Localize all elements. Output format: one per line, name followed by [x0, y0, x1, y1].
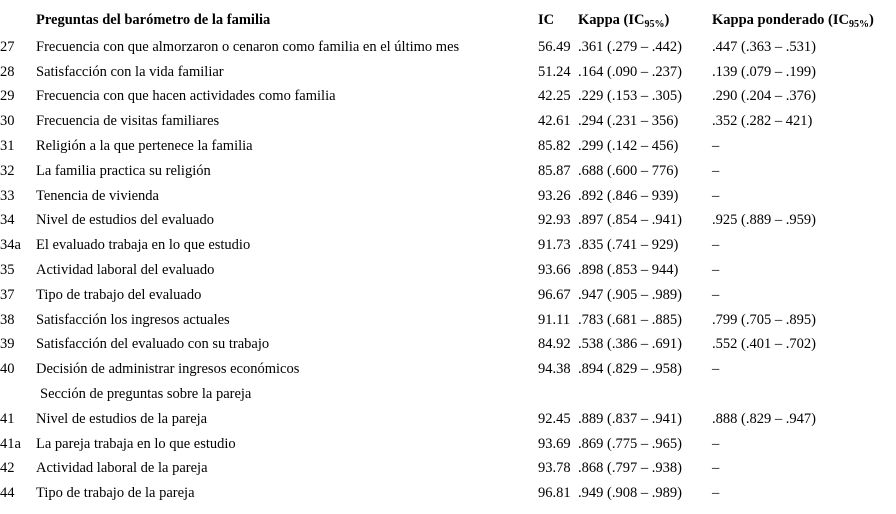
column-header-question: Preguntas del barómetro de la familia	[36, 12, 271, 28]
row-kappa-weighted: –	[712, 237, 720, 254]
row-kappa-weighted: .799 (.705 – .895)	[712, 311, 816, 328]
row-question: La pareja trabaja en lo que estudio	[36, 435, 236, 452]
table-row	[0, 60, 896, 85]
table-row	[0, 481, 896, 506]
row-ic: 85.87	[538, 162, 571, 179]
row-kappa-weighted: .888 (.829 – .947)	[712, 410, 816, 427]
table-row	[0, 35, 896, 60]
row-ic	[538, 382, 578, 407]
row-number: 37	[0, 286, 15, 303]
table-row	[0, 208, 896, 233]
row-kappa: .835 (.741 – 929)	[578, 237, 679, 254]
row-ic: 91.73	[538, 237, 571, 254]
row-kappa: .892 (.846 – 939)	[578, 187, 679, 204]
row-ic: 51.24	[538, 63, 571, 80]
table-row	[0, 283, 896, 308]
row-question: La familia practica su religión	[36, 162, 211, 179]
table-row	[0, 432, 896, 457]
column-header-ic: IC	[538, 12, 555, 28]
row-question: Satisfacción los ingresos actuales	[36, 311, 230, 328]
row-kappa: .868 (.797 – .938)	[578, 460, 682, 477]
row-number: 39	[0, 336, 15, 353]
row-kappa: .949 (.908 – .989)	[578, 485, 682, 502]
row-question: Tenencia de vivienda	[36, 187, 159, 204]
row-ic: 56.49	[538, 38, 571, 55]
row-kappa-weighted: .290 (.204 – .376)	[712, 88, 816, 105]
row-kappa: .229 (.153 – .305)	[578, 88, 682, 105]
row-question: Religión a la que pertenece la familia	[36, 137, 253, 154]
table-row	[0, 308, 896, 333]
row-kappa: .299 (.142 – 456)	[578, 137, 679, 154]
row-ic: 94.38	[538, 361, 571, 378]
row-kappa-weighted: –	[712, 435, 720, 452]
column-header-kappa-close: )	[664, 12, 670, 28]
row-kappa: .294 (.231 – 356)	[578, 113, 679, 130]
column-header-kappa	[578, 8, 712, 35]
row-question: Satisfacción del evaluado con su trabajo	[36, 336, 270, 353]
row-question: Sección de preguntas sobre la pareja	[40, 385, 252, 402]
table-row	[0, 84, 896, 109]
results-table	[0, 8, 896, 506]
row-kappa	[578, 382, 712, 407]
table-row	[0, 184, 896, 209]
row-kappa: .898 (.853 – 944)	[578, 261, 679, 278]
row-ic: 42.25	[538, 88, 571, 105]
row-kappa-weighted: –	[712, 485, 720, 502]
column-header-kappa-weighted-subscript: 95%	[848, 19, 869, 30]
row-ic: 42.61	[538, 113, 571, 130]
table-row	[0, 332, 896, 357]
column-header-kappa-weighted-text: Kappa ponderado (IC	[712, 12, 849, 28]
table-row	[0, 109, 896, 134]
row-kappa: .688 (.600 – 776)	[578, 162, 679, 179]
row-kappa: .361 (.279 – .442)	[578, 38, 682, 55]
column-header-kappa-text: Kappa (IC	[578, 12, 645, 28]
table-header-row	[0, 8, 896, 35]
row-kappa: .783 (.681 – .885)	[578, 311, 682, 328]
row-question: Nivel de estudios del evaluado	[36, 212, 214, 229]
row-kappa-weighted: –	[712, 261, 720, 278]
row-number: 31	[0, 137, 15, 154]
row-ic: 85.82	[538, 137, 571, 154]
row-kappa: .869 (.775 – .965)	[578, 435, 682, 452]
row-ic: 93.69	[538, 435, 571, 452]
row-question: Frecuencia con que almorzaron o cenaron como familia en el último mes	[36, 38, 460, 55]
column-header-kappa-weighted	[712, 8, 896, 35]
row-number: 38	[0, 311, 15, 328]
table-row	[0, 357, 896, 382]
row-number: 40	[0, 361, 15, 378]
row-ic: 93.78	[538, 460, 571, 477]
row-kappa: .538 (.386 – .691)	[578, 336, 682, 353]
table-section-row	[0, 382, 896, 407]
column-header-number	[0, 8, 36, 35]
row-question: Tipo de trabajo del evaluado	[36, 286, 202, 303]
row-kappa: .889 (.837 – .941)	[578, 410, 682, 427]
row-number: 29	[0, 88, 15, 105]
table-row	[0, 407, 896, 432]
row-number: 32	[0, 162, 15, 179]
row-kappa-weighted	[712, 382, 896, 407]
row-kappa: .947 (.905 – .989)	[578, 286, 682, 303]
row-kappa: .897 (.854 – .941)	[578, 212, 682, 229]
column-header-kappa-subscript: 95%	[644, 19, 665, 30]
row-ic: 91.11	[538, 311, 571, 328]
table-body	[0, 35, 896, 506]
table-row	[0, 134, 896, 159]
row-kappa: .894 (.829 – .958)	[578, 361, 682, 378]
row-kappa-weighted: –	[712, 361, 720, 378]
column-header-kappa-weighted-close: )	[868, 12, 874, 28]
row-question: Frecuencia con que hacen actividades como familia	[36, 88, 336, 105]
row-ic: 93.66	[538, 261, 571, 278]
row-question: El evaluado trabaja en lo que estudio	[36, 237, 251, 254]
row-kappa-weighted: .447 (.363 – .531)	[712, 38, 816, 55]
row-number: 34a	[0, 237, 21, 254]
row-kappa: .164 (.090 – .237)	[578, 63, 682, 80]
row-question: Satisfacción con la vida familiar	[36, 63, 224, 80]
row-ic: 93.26	[538, 187, 571, 204]
table-header	[0, 8, 896, 35]
row-question: Actividad laboral de la pareja	[36, 460, 208, 477]
table-row	[0, 159, 896, 184]
row-ic: 92.45	[538, 410, 571, 427]
row-kappa-weighted: –	[712, 137, 720, 154]
table-row	[0, 456, 896, 481]
row-kappa-weighted: .139 (.079 – .199)	[712, 63, 816, 80]
row-ic: 84.92	[538, 336, 571, 353]
table-row	[0, 258, 896, 283]
row-number	[0, 382, 36, 407]
row-kappa-weighted: .552 (.401 – .702)	[712, 336, 816, 353]
row-question: Tipo de trabajo de la pareja	[36, 485, 195, 502]
row-number: 41	[0, 410, 15, 427]
row-ic: 92.93	[538, 212, 571, 229]
row-number: 41a	[0, 435, 21, 452]
row-kappa-weighted: –	[712, 187, 720, 204]
row-kappa-weighted: .925 (.889 – .959)	[712, 212, 816, 229]
row-number: 42	[0, 460, 15, 477]
row-number: 27	[0, 38, 15, 55]
row-question: Actividad laboral del evaluado	[36, 261, 215, 278]
row-number: 33	[0, 187, 15, 204]
row-number: 28	[0, 63, 15, 80]
row-number: 44	[0, 485, 15, 502]
row-kappa-weighted: .352 (.282 – 421)	[712, 113, 813, 130]
row-kappa-weighted: –	[712, 286, 720, 303]
row-kappa-weighted: –	[712, 162, 720, 179]
row-number: 30	[0, 113, 15, 130]
row-number: 34	[0, 212, 15, 229]
row-question: Decisión de administrar ingresos económicos	[36, 361, 300, 378]
row-question: Frecuencia de visitas familiares	[36, 113, 220, 130]
table-row	[0, 233, 896, 258]
row-question: Nivel de estudios de la pareja	[36, 410, 208, 427]
row-kappa-weighted: –	[712, 460, 720, 477]
row-number: 35	[0, 261, 15, 278]
row-ic: 96.81	[538, 485, 571, 502]
row-ic: 96.67	[538, 286, 571, 303]
